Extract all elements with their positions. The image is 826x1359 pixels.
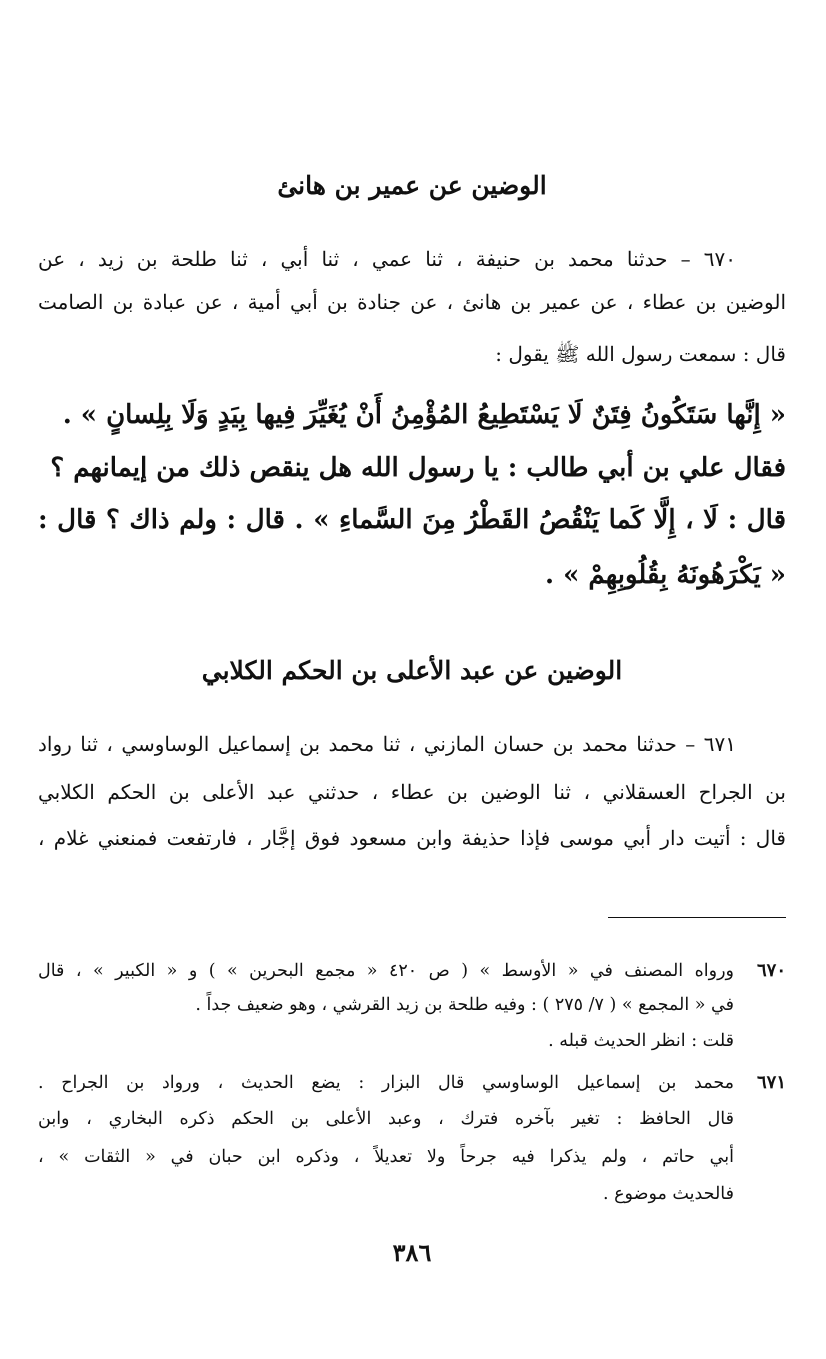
footnote-671-line-3: أبي حاتم ، ولم يذكرا فيه جرحاً ولا تعديلاً ، وذكره ابن حبان في « الثقات » ،	[38, 1147, 734, 1167]
section-heading-671: الوضين عن عبد الأعلى بن الحكم الكلابي	[201, 656, 623, 685]
hadith-670-isnad-line-1: ٦٧٠ – حدثنا محمد بن حنيفة ، ثنا عمي ، ثنا أبي ، ثنا طلحة بن زيد ، عن	[38, 247, 736, 271]
book-page	[38, 0, 786, 1359]
footnote-671-line-1: محمد بن إسماعيل الوساوسي قال البزار : يضع الحديث ، ورواد بن الجراح .	[38, 1073, 734, 1093]
hadith-670-isnad-line-2: الوضين بن عطاء ، عن عمير بن هانئ ، عن جنادة بن أبي أمية ، عن عبادة بن الصامت	[38, 290, 786, 314]
footnote-670-line-1: ورواه المصنف في « الأوسط » ( ص ٤٢٠ « مجمع البحرين » ) و « الكبير » ، قال	[38, 961, 734, 981]
hadith-670-matn-line-2: فقال علي بن أبي طالب : يا رسول الله هل ينقص ذلك من إيمانهم ؟	[50, 453, 786, 483]
hadith-670-isnad-line-3: قال : سمعت رسول الله ﷺ يقول :	[495, 342, 786, 366]
footnote-670-line-2: في « المجمع » ( ٧/ ٢٧٥ ) : وفيه طلحة بن زيد القرشي ، وهو ضعيف جداً .	[195, 995, 734, 1015]
footnote-separator	[608, 917, 786, 918]
footnote-671-line-4: فالحديث موضوع .	[602, 1184, 734, 1204]
footnote-670-line-3: قلت : انظر الحديث قبله .	[548, 1031, 734, 1051]
hadith-670-matn-line-1: « إِنَّها سَتَكُونُ فِتَنٌ لَا يَسْتَطِيعُ المُؤْمِنُ أَنْ يُغَيِّرَ فِيها بِيَدٍ وَلَا بِلِسانٍ » .	[62, 400, 786, 430]
footnote-number-671: ٦٧١	[756, 1072, 786, 1093]
hadith-671-isnad-line-3: قال : أتيت دار أبي موسى فإذا حذيفة وابن مسعود فوق إجَّار ، فارتفعت فمنعني غلام ،	[38, 826, 786, 850]
section-heading-670: الوضين عن عمير بن هانئ	[277, 171, 547, 200]
hadith-670-matn-line-3: قال : لَا ، إِلَّا كَما يَنْقُصُ القَطْرُ مِنَ السَّماءِ » . قال : ولم ذاك ؟ قال :	[38, 505, 786, 535]
hadith-671-isnad-line-2: بن الجراح العسقلاني ، ثنا الوضين بن عطاء ، حدثني عبد الأعلى بن الحكم الكلابي	[38, 780, 786, 804]
hadith-670-matn-line-4: « يَكْرَهُونَهُ بِقُلُوبِهِمْ » .	[545, 560, 786, 590]
footnote-671-line-2: قال الحافظ : تغير بآخره فترك ، وعبد الأعلى بن الحكم ذكره البخاري ، وابن	[38, 1109, 734, 1129]
footnote-number-670: ٦٧٠	[756, 960, 786, 981]
page-number: ٣٨٦	[392, 1238, 432, 1267]
hadith-671-isnad-line-1: ٦٧١ – حدثنا محمد بن حسان المازني ، ثنا محمد بن إسماعيل الوساوسي ، ثنا رواد	[38, 732, 737, 756]
